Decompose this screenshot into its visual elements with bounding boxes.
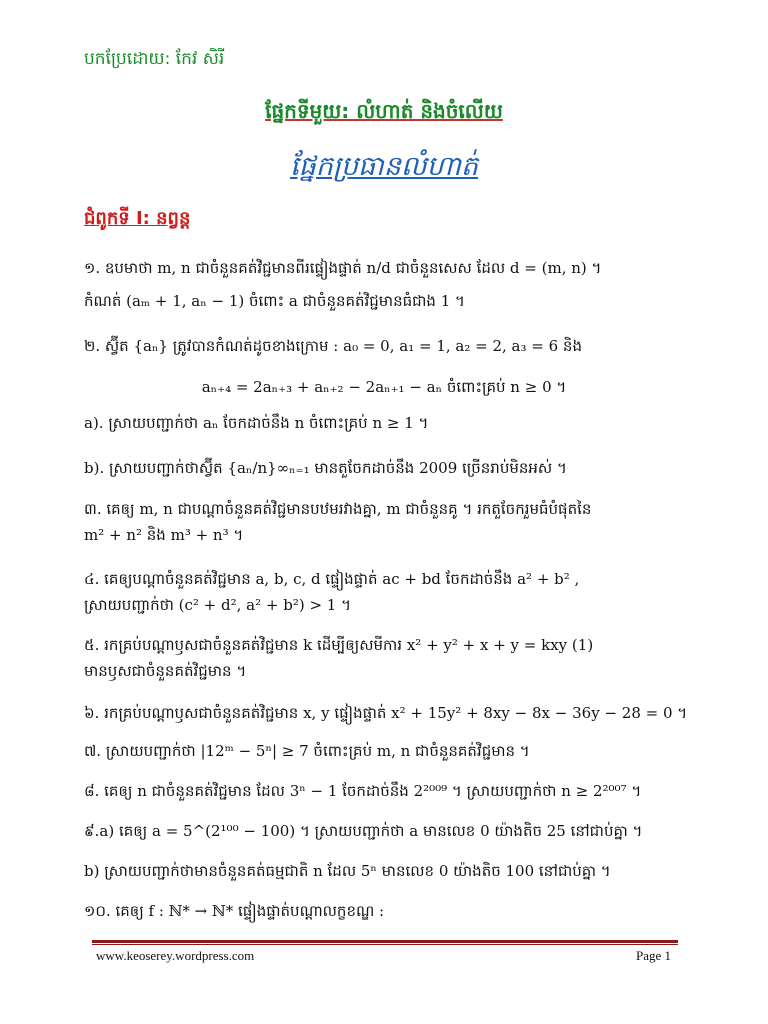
problem-8: ៨. គេឲ្យ n ជាចំនួនគត់វិជ្ជមាន ដែល 3ⁿ − 1 ចែកដាច់នឹង 2²⁰⁰⁹ ។ ស្រាយបញ្ជាក់ថា n ≥ 2²⁰⁰⁷ ។ — [84, 782, 642, 800]
footer-divider — [92, 940, 678, 943]
problem-1-line-2: កំណត់ (aₘ + 1, aₙ − 1) ចំពោះ a ជាចំនួនគត់វិជ្ជមានធំជាង 1 ។ — [84, 292, 465, 310]
problem-2a: a). ស្រាយបញ្ជាក់ថា aₙ ចែកដាច់នឹង n ចំពោះគ្រប់ n ≥ 1 ។ — [84, 414, 429, 432]
problem-7: ៧. ស្រាយបញ្ជាក់ថា |12ᵐ − 5ⁿ| ≥ 7 ចំពោះគ្រប់ m, n ជាចំនួនគត់វិជ្ជមាន ។ — [84, 742, 530, 760]
problem-2b: b). ស្រាយបញ្ជាក់ថាស្វ៊ីត {aₙ/n}∞ₙ₌₁ មានតួចែកដាច់នឹង 2009 ច្រើនរាប់មិនអស់ ។ — [84, 459, 567, 477]
problem-10: ១០. គេឲ្យ f : ℕ* → ℕ* ផ្ទៀងផ្ទាត់បណ្ដាលក្ខខណ្ឌ : — [84, 902, 385, 920]
problem-4-line-1: ៤. គេឲ្យបណ្ដាចំនួនគត់វិជ្ជមាន a, b, c, d ផ្ទៀងផ្ទាត់ ac + bd ចែកដាច់នឹង a² + b² , — [84, 570, 580, 588]
main-title: ផ្នែកប្រធានលំហាត់ — [290, 151, 478, 182]
footer-url: www.keoserey.wordpress.com — [96, 948, 255, 963]
problem-3-line-1: ៣. គេឲ្យ m, n ជាបណ្ដាចំនួនគត់វិជ្ជមានបឋមរវាងគ្នា, m ជាចំនួនគូ ។ រកតួចែករួមធំបំផុតនៃ — [84, 500, 592, 518]
problem-5-line-1: ៥. រកគ្រប់បណ្ដាឫសជាចំនួនគត់វិជ្ជមាន k ដើម្បីឲ្យសមីការ x² + y² + x + y = kxy (1) — [84, 636, 594, 654]
problem-5-line-2: មានឫសជាចំនួនគត់វិជ្ជមាន ។ — [84, 662, 247, 680]
section-title: ផ្នែកទីមួយ: លំហាត់ និងចំលើយ — [265, 99, 503, 123]
problem-3-line-2: m² + n² និង m³ + n³ ។ — [84, 526, 244, 544]
problem-6: ៦. រកគ្រប់បណ្ដាឫសជាចំនួនគត់វិជ្ជមាន x, y ផ្ទៀងផ្ទាត់ x² + 15y² + 8xy − 8x − 36y − 28 = 0 ។ — [84, 704, 688, 722]
footer-divider-thin — [92, 944, 678, 945]
chapter-heading: ជំពូកទី I: នព្វន្ត — [84, 208, 191, 229]
problem-2-recurrence: aₙ₊₄ = 2aₙ₊₃ + aₙ₊₂ − 2aₙ₊₁ − aₙ ចំពោះគ្រប់ n ≥ 0 ។ — [201, 378, 567, 396]
problem-9b: b) ស្រាយបញ្ជាក់ថាមានចំនួនគត់ធម្មជាតិ n ដែល 5ⁿ មានលេខ 0 យ៉ាងតិច 100 នៅជាប់គ្នា ។ — [84, 862, 611, 880]
problem-2-line-1: ២. ស្វ៊ីត {aₙ} ត្រូវបានកំណត់ដូចខាងក្រោម : a₀ = 0, a₁ = 1, a₂ = 2, a₃ = 6 និង — [84, 337, 582, 355]
translator-credit: បកប្រែដោយ: កែវ សិរី — [84, 49, 225, 69]
problem-9a: ៩.a) គេឲ្យ a = 5^(2¹⁰⁰ − 100) ។ ស្រាយបញ្ជាក់ថា a មានលេខ 0 យ៉ាងតិច 25 នៅជាប់គ្នា ។ — [84, 822, 643, 840]
problem-1-line-1: ១. ឧបមាថា m, n ជាចំនួនគត់វិជ្ជមានពីរផ្ទៀងផ្ទាត់ n/d ជាចំនួនសេស ដែល d = (m, n) ។ — [84, 259, 602, 277]
page-number: Page 1 — [636, 948, 672, 963]
problem-4-line-2: ស្រាយបញ្ជាក់ថា (c² + d², a² + b²) > 1 ។ — [84, 596, 351, 614]
